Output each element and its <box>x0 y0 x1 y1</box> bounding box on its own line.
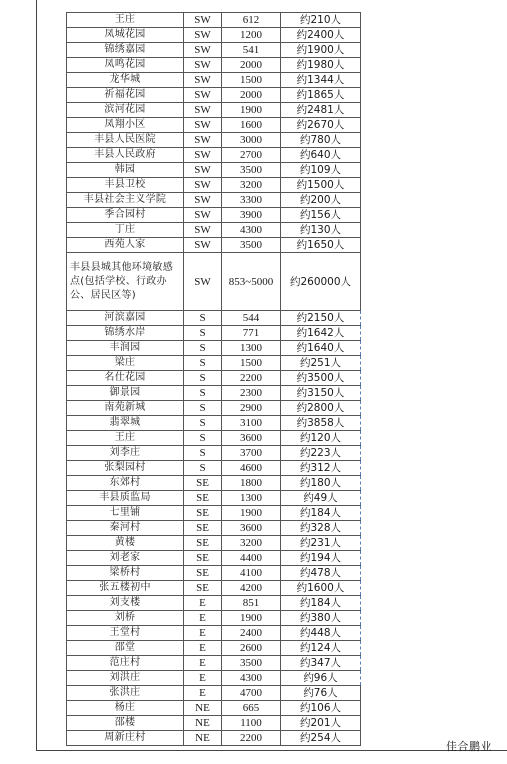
cell-name: 王堂村 <box>67 626 184 641</box>
cell-population: 约478人 <box>281 566 361 581</box>
cell-population: 约780人 <box>281 133 361 148</box>
table-row <box>67 521 361 536</box>
table-row <box>67 326 361 341</box>
cell-direction: E <box>184 641 222 656</box>
sensitive-points-table <box>66 12 361 746</box>
cell-population: 约1650人 <box>281 238 361 253</box>
cell-population: 约2400人 <box>281 28 361 43</box>
cell-population: 约76人 <box>281 686 361 701</box>
cell-direction: S <box>184 356 222 371</box>
cell-name: 七里铺 <box>67 506 184 521</box>
cell-name: 龙华城 <box>67 73 184 88</box>
cell-name: 范庄村 <box>67 656 184 671</box>
cell-direction: SW <box>184 238 222 253</box>
cell-distance: 612 <box>222 13 281 28</box>
cell-direction: SE <box>184 551 222 566</box>
cell-distance: 2700 <box>222 148 281 163</box>
table-row <box>67 103 361 118</box>
cell-name: 张五楼初中 <box>67 581 184 596</box>
cell-distance: 1300 <box>222 341 281 356</box>
cell-distance: 3200 <box>222 178 281 193</box>
cell-population: 约184人 <box>281 506 361 521</box>
cell-name: 刘李庄 <box>67 446 184 461</box>
cell-population: 约2150人 <box>281 311 361 326</box>
table-row <box>67 193 361 208</box>
cell-name: 御景园 <box>67 386 184 401</box>
cell-direction: E <box>184 686 222 701</box>
cell-direction: E <box>184 596 222 611</box>
cell-name: 丰县县城其他环境敏感点(包括学校、行政办公、居民区等) <box>67 253 184 311</box>
cell-distance: 541 <box>222 43 281 58</box>
cell-population: 约2670人 <box>281 118 361 133</box>
cell-population: 约1900人 <box>281 43 361 58</box>
cell-distance: 3500 <box>222 238 281 253</box>
cell-population: 约201人 <box>281 716 361 731</box>
cell-direction: S <box>184 341 222 356</box>
table-row <box>67 701 361 716</box>
table-row <box>67 416 361 431</box>
cell-distance: 1900 <box>222 103 281 118</box>
cell-distance: 2200 <box>222 371 281 386</box>
table-row <box>67 386 361 401</box>
table-row <box>67 88 361 103</box>
cell-name: 刘桥 <box>67 611 184 626</box>
cell-name: 丰县人民医院 <box>67 133 184 148</box>
cell-direction: SE <box>184 506 222 521</box>
cell-name: 王庄 <box>67 431 184 446</box>
cell-name: 凤城花园 <box>67 28 184 43</box>
cell-name: 名仕花园 <box>67 371 184 386</box>
table-row <box>67 581 361 596</box>
cell-population: 约3150人 <box>281 386 361 401</box>
cell-name: 锦绣嘉园 <box>67 43 184 58</box>
cell-name: 锦绣水岸 <box>67 326 184 341</box>
table-row <box>67 163 361 178</box>
cell-direction: S <box>184 311 222 326</box>
cell-distance: 1800 <box>222 476 281 491</box>
cell-name: 滨河花园 <box>67 103 184 118</box>
cell-population: 约96人 <box>281 671 361 686</box>
cell-population: 约156人 <box>281 208 361 223</box>
cell-distance: 1900 <box>222 611 281 626</box>
cell-direction: S <box>184 386 222 401</box>
cell-distance: 4700 <box>222 686 281 701</box>
cell-direction: S <box>184 461 222 476</box>
cell-name: 张梨园村 <box>67 461 184 476</box>
table-row <box>67 686 361 701</box>
cell-direction: S <box>184 401 222 416</box>
table-row <box>67 208 361 223</box>
cell-distance: 4400 <box>222 551 281 566</box>
table-row <box>67 371 361 386</box>
table-row <box>67 626 361 641</box>
table-row <box>67 178 361 193</box>
cell-name: 杨庄 <box>67 701 184 716</box>
cell-direction: SE <box>184 476 222 491</box>
cell-distance: 544 <box>222 311 281 326</box>
cell-distance: 1500 <box>222 356 281 371</box>
cell-distance: 3100 <box>222 416 281 431</box>
table-row <box>67 238 361 253</box>
cell-direction: E <box>184 656 222 671</box>
cell-direction: SE <box>184 491 222 506</box>
cell-distance: 4600 <box>222 461 281 476</box>
cell-distance: 2900 <box>222 401 281 416</box>
cell-distance: 3600 <box>222 521 281 536</box>
cell-name: 季合园村 <box>67 208 184 223</box>
cell-distance: 771 <box>222 326 281 341</box>
cell-distance: 2400 <box>222 626 281 641</box>
cell-name: 河滨嘉园 <box>67 311 184 326</box>
cell-distance: 3300 <box>222 193 281 208</box>
cell-name: 翡翠城 <box>67 416 184 431</box>
cell-population: 约109人 <box>281 163 361 178</box>
cell-direction: SW <box>184 253 222 311</box>
cell-direction: S <box>184 446 222 461</box>
cell-direction: SW <box>184 178 222 193</box>
table-row <box>67 58 361 73</box>
table-row <box>67 716 361 731</box>
cell-direction: SW <box>184 58 222 73</box>
cell-distance: 3900 <box>222 208 281 223</box>
cell-population: 约380人 <box>281 611 361 626</box>
cell-population: 约200人 <box>281 193 361 208</box>
cell-population: 约124人 <box>281 641 361 656</box>
cell-direction: SW <box>184 88 222 103</box>
table-row <box>67 431 361 446</box>
cell-distance: 2200 <box>222 731 281 746</box>
cell-population: 约2481人 <box>281 103 361 118</box>
cell-distance: 4300 <box>222 223 281 238</box>
cell-name: 刘老家 <box>67 551 184 566</box>
cell-direction: SW <box>184 73 222 88</box>
cell-direction: NE <box>184 701 222 716</box>
table-row <box>67 356 361 371</box>
cell-direction: E <box>184 626 222 641</box>
cell-name: 西苑人家 <box>67 238 184 253</box>
cell-population: 约1640人 <box>281 341 361 356</box>
table-row <box>67 536 361 551</box>
table-row <box>67 491 361 506</box>
cell-direction: SW <box>184 133 222 148</box>
cell-distance: 1100 <box>222 716 281 731</box>
cell-direction: SW <box>184 223 222 238</box>
cell-distance: 1600 <box>222 118 281 133</box>
cell-population: 约130人 <box>281 223 361 238</box>
table-row <box>67 223 361 238</box>
cell-distance: 4300 <box>222 671 281 686</box>
table-row <box>67 461 361 476</box>
cell-name: 黄楼 <box>67 536 184 551</box>
table-row <box>67 506 361 521</box>
cell-direction: S <box>184 416 222 431</box>
table-row <box>67 671 361 686</box>
cell-population: 约184人 <box>281 596 361 611</box>
cell-direction: SW <box>184 118 222 133</box>
cell-direction: SE <box>184 521 222 536</box>
cell-population: 约2800人 <box>281 401 361 416</box>
cell-population: 约3858人 <box>281 416 361 431</box>
cell-population: 约251人 <box>281 356 361 371</box>
cell-distance: 3600 <box>222 431 281 446</box>
cell-direction: SW <box>184 13 222 28</box>
cell-direction: E <box>184 611 222 626</box>
table-row <box>67 253 361 311</box>
cell-distance: 3700 <box>222 446 281 461</box>
cell-name: 南苑新城 <box>67 401 184 416</box>
cell-population: 约210人 <box>281 13 361 28</box>
cell-name: 刘支楼 <box>67 596 184 611</box>
cell-population: 约328人 <box>281 521 361 536</box>
footer-mark: 佳合鹏业 <box>446 740 492 753</box>
cell-name: 王庄 <box>67 13 184 28</box>
cell-direction: SW <box>184 28 222 43</box>
cell-population: 约223人 <box>281 446 361 461</box>
table-row <box>67 566 361 581</box>
cell-population: 约194人 <box>281 551 361 566</box>
cell-name: 邵堂 <box>67 641 184 656</box>
table-row <box>67 118 361 133</box>
cell-population: 约1600人 <box>281 581 361 596</box>
cell-name: 丁庄 <box>67 223 184 238</box>
cell-direction: SW <box>184 193 222 208</box>
cell-name: 梁桥村 <box>67 566 184 581</box>
cell-population: 约1500人 <box>281 178 361 193</box>
table-row <box>67 43 361 58</box>
table-row <box>67 596 361 611</box>
cell-name: 周新庄村 <box>67 731 184 746</box>
cell-direction: SW <box>184 208 222 223</box>
table-row <box>67 731 361 746</box>
cell-population: 约3500人 <box>281 371 361 386</box>
table-row <box>67 641 361 656</box>
cell-distance: 2000 <box>222 58 281 73</box>
cell-name: 丰县人民政府 <box>67 148 184 163</box>
cell-name: 韩园 <box>67 163 184 178</box>
cell-distance: 1900 <box>222 506 281 521</box>
cell-distance: 665 <box>222 701 281 716</box>
cell-distance: 3500 <box>222 163 281 178</box>
cell-distance: 2000 <box>222 88 281 103</box>
cell-name: 凤翔小区 <box>67 118 184 133</box>
cell-direction: SE <box>184 536 222 551</box>
cell-direction: SW <box>184 148 222 163</box>
table-row <box>67 28 361 43</box>
cell-direction: E <box>184 671 222 686</box>
cell-population: 约1980人 <box>281 58 361 73</box>
cell-population: 约448人 <box>281 626 361 641</box>
cell-distance: 853~5000 <box>222 253 281 311</box>
cell-population: 约640人 <box>281 148 361 163</box>
table-row <box>67 73 361 88</box>
cell-distance: 2600 <box>222 641 281 656</box>
cell-distance: 851 <box>222 596 281 611</box>
cell-distance: 1300 <box>222 491 281 506</box>
table-row <box>67 148 361 163</box>
cell-name: 丰润园 <box>67 341 184 356</box>
cell-direction: SE <box>184 566 222 581</box>
cell-population: 约120人 <box>281 431 361 446</box>
cell-name: 丰县卫校 <box>67 178 184 193</box>
cell-direction: SW <box>184 103 222 118</box>
cell-population: 约1642人 <box>281 326 361 341</box>
table-row <box>67 656 361 671</box>
cell-name: 秦河村 <box>67 521 184 536</box>
cell-population: 约231人 <box>281 536 361 551</box>
cell-distance: 4100 <box>222 566 281 581</box>
cell-distance: 3200 <box>222 536 281 551</box>
cell-direction: S <box>184 326 222 341</box>
cell-population: 约254人 <box>281 731 361 746</box>
table-row <box>67 341 361 356</box>
table-row <box>67 611 361 626</box>
cell-direction: NE <box>184 731 222 746</box>
cell-population: 约347人 <box>281 656 361 671</box>
cell-name: 邵楼 <box>67 716 184 731</box>
cell-distance: 3000 <box>222 133 281 148</box>
cell-name: 祈福花园 <box>67 88 184 103</box>
cell-direction: NE <box>184 716 222 731</box>
cell-distance: 4200 <box>222 581 281 596</box>
cell-direction: SE <box>184 581 222 596</box>
cell-name: 凤鸣花园 <box>67 58 184 73</box>
cell-population: 约106人 <box>281 701 361 716</box>
cell-name: 丰县社会主义学院 <box>67 193 184 208</box>
cell-population: 约49人 <box>281 491 361 506</box>
cell-direction: SW <box>184 163 222 178</box>
table-row <box>67 551 361 566</box>
cell-name: 张洪庄 <box>67 686 184 701</box>
cell-direction: S <box>184 431 222 446</box>
cell-population: 约312人 <box>281 461 361 476</box>
cell-population: 约180人 <box>281 476 361 491</box>
cell-distance: 3500 <box>222 656 281 671</box>
cell-distance: 2300 <box>222 386 281 401</box>
cell-population: 约260000人 <box>281 253 361 311</box>
table-row <box>67 476 361 491</box>
cell-name: 梁庄 <box>67 356 184 371</box>
cell-population: 约1344人 <box>281 73 361 88</box>
table-row <box>67 401 361 416</box>
table-row <box>67 446 361 461</box>
cell-distance: 1200 <box>222 28 281 43</box>
cell-direction: SW <box>184 43 222 58</box>
table-row <box>67 311 361 326</box>
table-row <box>67 13 361 28</box>
table-row <box>67 133 361 148</box>
cell-distance: 1500 <box>222 73 281 88</box>
cell-name: 刘洪庄 <box>67 671 184 686</box>
cell-direction: S <box>184 371 222 386</box>
cell-name: 东郊村 <box>67 476 184 491</box>
cell-name: 丰县质监局 <box>67 491 184 506</box>
cell-population: 约1865人 <box>281 88 361 103</box>
